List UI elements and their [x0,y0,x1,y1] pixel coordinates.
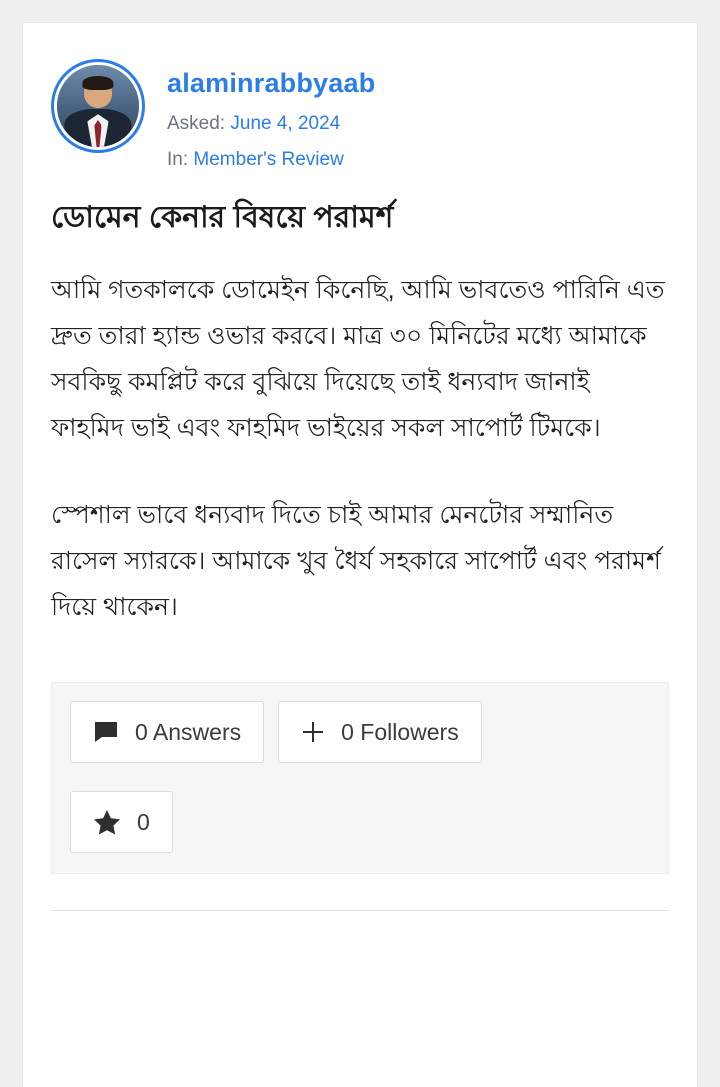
asked-date-link[interactable]: June 4, 2024 [230,112,341,134]
post-stats [51,682,669,874]
asked-label: Asked: [167,112,226,134]
in-label: In: [167,148,189,170]
followers-button[interactable] [278,701,482,763]
post-body [51,267,669,631]
answers-button[interactable] [70,701,264,763]
star-icon [93,809,121,836]
votes-button[interactable] [70,791,173,853]
avatar[interactable] [51,59,145,153]
comment-icon [93,720,119,744]
post-header [51,59,669,171]
author-link[interactable]: alaminrabbyaab [167,68,376,98]
question-card [22,22,698,1087]
category-link[interactable]: Member's Review [193,148,344,170]
section-divider [51,910,669,911]
post-meta [167,59,669,171]
plus-icon [301,720,325,744]
votes-count-label: 0 [137,808,150,835]
post-paragraph-1: আমি গতকালকে ডোমেইন কিনেছি, আমি ভাবতেও পারিনি এত দ্রুত তারা হ্যান্ড ওভার করবে। মাত্র ৩০ মিনিটের মধ্যে আমাকে সবকিছু কমপ্লিট করে বুঝিয়ে দিয়েছে তাই ধন্যবাদ জানাই ফাহমিদ ভাই এবং ফাহমিদ ভাইয়ের সকল সাপোর্ট টিমকে। [51,275,665,443]
followers-count-label: 0 Followers [341,718,459,745]
page-title: ডোমেন কেনার বিষয়ে পরামর্শ [51,200,394,234]
category-line [167,149,669,171]
post-paragraph-2: স্পেশাল ভাবে ধন্যবাদ দিতে চাই আমার মেনটোর সম্মানিত রাসেল স্যারকে। আমাকে খুব ধৈর্য সহকারে সাপোর্ট এবং পরামর্শ দিয়ে থাকেন। [51,500,661,622]
avatar-image [57,65,139,147]
answers-count-label: 0 Answers [135,718,242,745]
asked-line [167,113,669,135]
